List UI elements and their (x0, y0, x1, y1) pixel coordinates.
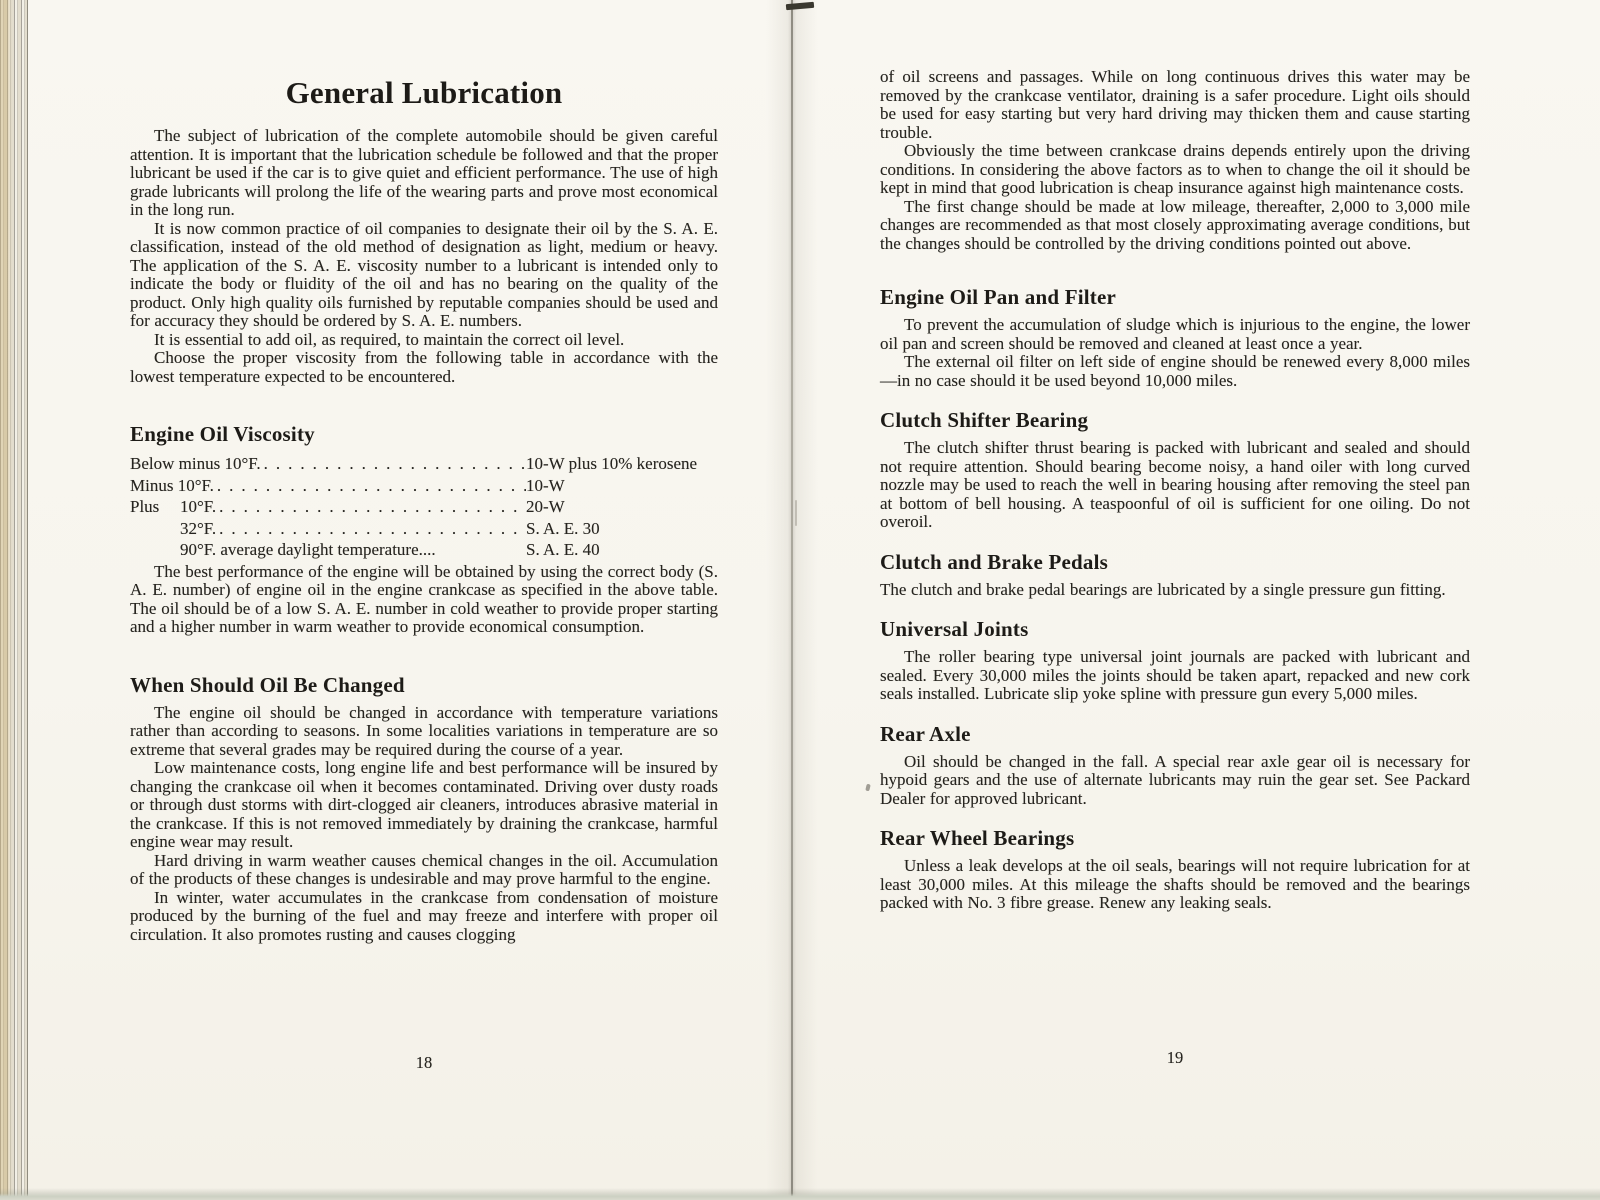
paragraph (130, 331, 718, 350)
paragraph (880, 316, 1470, 353)
viscosity-row (130, 496, 718, 518)
dot-leader (216, 518, 526, 540)
paragraph-text: The first change should be made at low mileage, thereafter, 2,000 to 3,000 mile changes are recommended as that most closely approximating average conditions, but the changes should be controlled by the driving conditions pointed out above. (880, 196, 1470, 253)
page-left (28, 0, 790, 1200)
paragraph-text: The clutch and brake pedal bearings are lubricated by a single pressure gun fitting. (880, 579, 1446, 599)
section-heading-when-should-oil-be-changed: When Should Oil Be Changed (130, 672, 405, 697)
book-binding (791, 0, 793, 1200)
paragraph-text: of oil screens and passages. While on long continuous drives this water may be removed by the crankcase ventilator, draining is a safer procedure. Light oils should be used for easy starting but very hard driving may thicken them and cause starting trouble. (880, 67, 1470, 142)
dot-leader (261, 453, 526, 475)
page-edge-stack (0, 0, 28, 1200)
page-right (794, 0, 1600, 1200)
viscosity-condition (130, 518, 216, 540)
section-heading-rear-axle: Rear Axle (880, 721, 971, 746)
oil-pan-paragraphs (880, 316, 1470, 390)
paragraph (130, 759, 718, 852)
page-number-right: 19 (1166, 1048, 1184, 1067)
viscosity-condition-label: 32°F. (180, 518, 217, 538)
clutch-brake-paragraphs (880, 581, 1470, 600)
viscosity-row (130, 539, 718, 561)
paragraph (880, 648, 1470, 704)
paragraph (880, 857, 1470, 913)
paragraph (130, 349, 718, 386)
universal-joints-paragraphs (880, 648, 1470, 704)
viscosity-condition-label: Minus 10°F. (130, 475, 214, 495)
paragraph (880, 198, 1470, 254)
oil-change-paragraphs (130, 704, 718, 945)
paragraph (130, 127, 718, 220)
paragraph-text: In winter, water accumulates in the crankcase from condensation of moisture produced by the burning of the fuel and may freeze and interfere with proper oil circulation. It also promotes rusting and causes clogging (130, 887, 718, 944)
viscosity-condition-prefix: Plus (130, 497, 160, 516)
paragraph-text: The engine oil should be changed in accordance with temperature variations rather than according to seasons. In some localities variations in temperature are so extreme that several grades may be required during the course of a year. (130, 702, 718, 759)
dot-leader (216, 496, 526, 518)
paragraph (880, 581, 1470, 600)
viscosity-value: 10-W plus 10% kerosene (526, 454, 698, 473)
viscosity-row (130, 518, 718, 540)
viscosity-row (130, 453, 718, 475)
paragraph-text: It is now common practice of oil companies to designate their oil by the S. A. E. classification, instead of the old method of designation as light, medium or heavy. The application of the S. A. E. viscosity number to a lubricant is intended only to indicate the body or fluidity of the oil and has no bearing on the quality of the product. Only high quality oils furnished by reputable companies should be used and for accuracy they should be ordered by S. A. E. numbers. (130, 218, 718, 330)
paragraph (130, 889, 718, 945)
paragraph-text: The subject of lubrication of the complete automobile should be given careful attention. It is important that the lubrication schedule be followed and that the proper lubricant be used if the car is to give quiet and efficient performance. The use of high grade lubricants will prolong the life of the wearing parts and prove most economical in the long run. (130, 126, 718, 219)
rear-wheel-paragraphs (880, 857, 1470, 913)
viscosity-table (130, 453, 718, 561)
section-heading-rear-wheel-bearings: Rear Wheel Bearings (880, 826, 1075, 850)
clutch-shifter-paragraphs (880, 439, 1470, 532)
paragraph (880, 439, 1470, 532)
section-heading-engine-oil-viscosity: Engine Oil Viscosity (130, 422, 315, 446)
viscosity-condition-label: 90°F. average daylight temperature.... (180, 540, 436, 559)
paragraph-text: To prevent the accumulation of sludge which is injurious to the engine, the lower oil pan and screen should be removed and cleaned at least once a year. (880, 315, 1470, 353)
paragraph (880, 142, 1470, 198)
paragraph-text: Low maintenance costs, long engine life and best performance will be insured by changing the crankcase oil when it becomes contaminated. Driving over dusty roads or through dust storms with dirt-clogged air cleaners, introduces abrasive material in the crankcase. If this is not removed immediately by draining the crankcase, harmful engine wear may result. (130, 758, 718, 851)
paragraph-text: The clutch shifter thrust bearing is packed with lubricant and sealed and should not require attention. Should bearing become noisy, a hand oiler with long curved nozzle may be used to reach the well in bearing housing after removing the steel pan at bottom of bell housing. A teaspoonful of oil is sufficient for one oiling. Do not overoil. (880, 438, 1470, 531)
viscosity-condition (130, 496, 216, 518)
viscosity-condition (130, 475, 214, 497)
viscosity-condition-label: 10°F. (180, 497, 217, 516)
paragraph (130, 220, 718, 331)
paragraph-text: Hard driving in warm weather causes chemical changes in the oil. Accumulation of the products of these changes is undesirable and may prove harmful to the engine. (130, 850, 718, 888)
paragraph-text: Choose the proper viscosity from the following table in accordance with the lowest temperature expected to be encountered. (130, 348, 718, 386)
viscosity-condition (130, 453, 261, 475)
viscosity-value: 10-W (526, 475, 565, 495)
page-number-left: 18 (415, 1053, 433, 1072)
intro-paragraphs (130, 127, 718, 386)
paragraph-text: Obviously the time between crankcase drains depends entirely upon the driving conditions. In considering the above factors as to when to change the oil it should be kept in mind that good lubrication is cheap insurance against high maintenance costs. (880, 141, 1470, 197)
paragraph (130, 852, 718, 889)
viscosity-value: S. A. E. 40 (526, 540, 600, 559)
section-heading-clutch-and-brake-pedals: Clutch and Brake Pedals (880, 549, 1109, 574)
paragraph (880, 353, 1470, 390)
viscosity-condition (130, 539, 436, 561)
dot-leader (214, 475, 526, 497)
section-heading-clutch-shifter-bearing: Clutch Shifter Bearing (880, 408, 1089, 432)
paragraph (130, 704, 718, 760)
viscosity-value: 20-W (526, 497, 565, 516)
paragraph-text: Unless a leak develops at the oil seals, bearings will not require lubrication for at least 30,000 miles. At this mileage the shafts should be removed and the bearings packed with No. 3 fibre grease. Renew any leaking seals. (880, 856, 1470, 912)
paragraph-text: The external oil filter on left side of engine should be renewed every 8,000 miles—in no case should it be used beyond 10,000 miles. (880, 352, 1470, 390)
paragraph-text: The best performance of the engine will be obtained by using the correct body (S. A. E. number) of engine oil in the engine crankcase as specified in the above table. The oil should be of a low S. A. E. number in cold weather to provide proper starting and a higher number in warm weather to provide economical consumption. (130, 561, 718, 636)
paragraph (130, 563, 718, 637)
viscosity-paragraphs (130, 563, 718, 637)
viscosity-row (130, 475, 718, 497)
section-heading-engine-oil-pan-and-filter: Engine Oil Pan and Filter (880, 285, 1117, 309)
paragraph (880, 68, 1470, 142)
viscosity-value: S. A. E. 30 (526, 518, 600, 538)
section-heading-universal-joints: Universal Joints (880, 617, 1029, 641)
dot-leader (436, 539, 526, 561)
paragraph-text: The roller bearing type universal joint journals are packed with lubricant and sealed. Every 30,000 miles the joints should be taken apart, repacked and new cork seals installed. Lubricate slip yoke spline with pressure gun every 5,000 miles. (880, 647, 1470, 703)
paragraph-text: Oil should be changed in the fall. A special rear axle gear oil is necessary for hypoid gears and the use of alternate lubricants may ruin the gear set. See Packard Dealer for approved lubricant. (880, 751, 1470, 808)
paragraph (880, 753, 1470, 809)
page-title: General Lubrication (285, 75, 563, 110)
viscosity-condition-label: Below minus 10°F. (130, 454, 261, 473)
rear-axle-paragraphs (880, 753, 1470, 809)
continuation-paragraphs (880, 68, 1470, 253)
paragraph-text: It is essential to add oil, as required, to maintain the correct oil level. (154, 329, 625, 349)
